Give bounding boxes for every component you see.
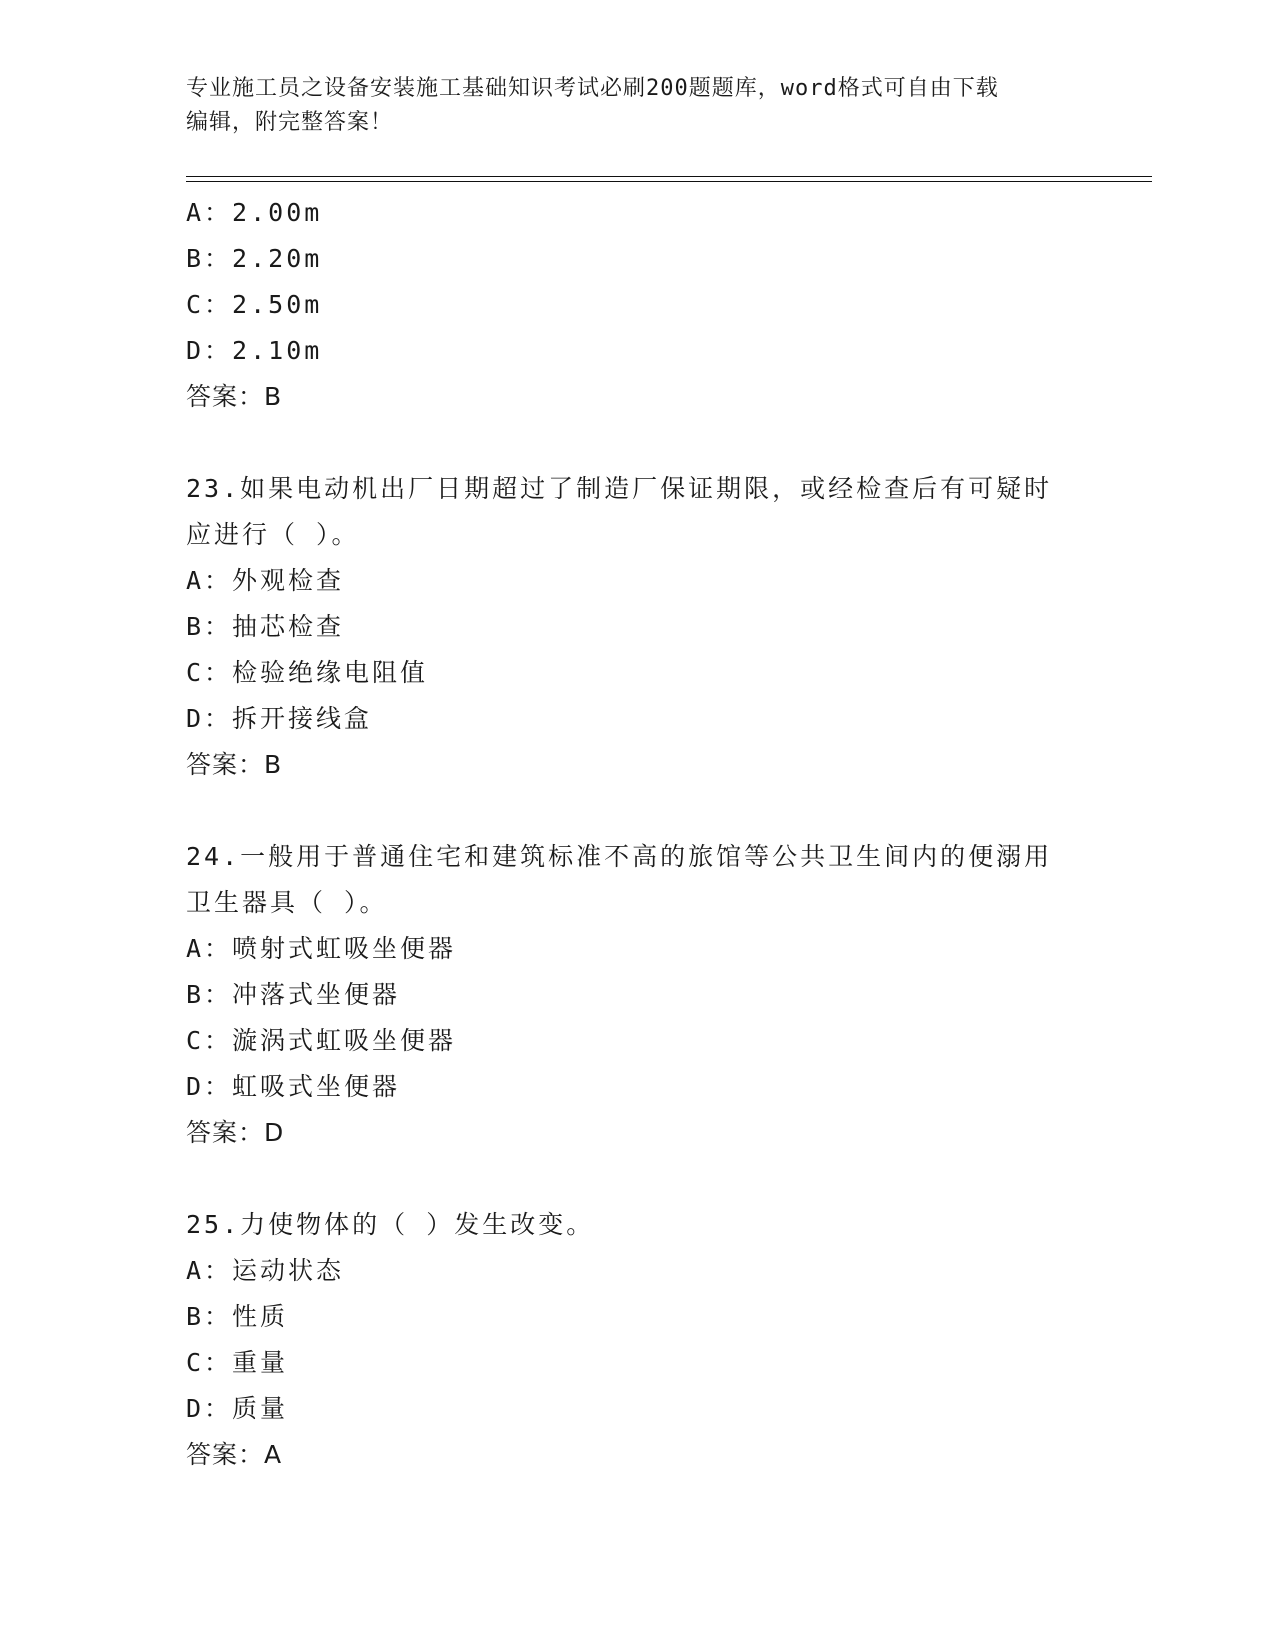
question-text-line-1: 24.一般用于普通住宅和建筑标准不高的旅馆等公共卫生间内的便溺用 [186, 842, 1053, 871]
question-24 [186, 834, 1086, 1156]
header-line-2: 编辑，附完整答案！ [186, 110, 394, 135]
option-d: D：拆开接线盒 [186, 704, 373, 733]
question-25 [186, 1202, 1086, 1478]
option-c: C：2.50m [186, 290, 323, 319]
answer-line: 答案：D [186, 1118, 285, 1147]
option-b: B：性质 [186, 1302, 289, 1331]
option-b: B：冲落式坐便器 [186, 980, 401, 1009]
spacer [186, 1156, 1086, 1202]
question-text-line-1: 23.如果电动机出厂日期超过了制造厂保证期限，或经检查后有可疑时 [186, 474, 1053, 503]
option-a: A：外观检查 [186, 566, 345, 595]
spacer [186, 788, 1086, 834]
question-list [186, 190, 1086, 1478]
header-divider-top [186, 176, 1152, 177]
header-divider-bottom [186, 181, 1152, 182]
option-c: C：检验绝缘电阻值 [186, 658, 429, 687]
option-d: D：虹吸式坐便器 [186, 1072, 401, 1101]
option-b: B：2.20m [186, 244, 323, 273]
document-header [186, 72, 1066, 140]
option-d: D：质量 [186, 1394, 289, 1423]
answer-line: 答案：A [186, 1440, 283, 1469]
option-a: A：2.00m [186, 198, 323, 227]
spacer [186, 420, 1086, 466]
option-c: C：漩涡式虹吸坐便器 [186, 1026, 457, 1055]
option-b: B：抽芯检查 [186, 612, 345, 641]
question-text-line-1: 25.力使物体的（ ）发生改变。 [186, 1210, 595, 1239]
question-text-line-2: 应进行（ ）。 [186, 520, 360, 549]
answer-line: 答案：B [186, 750, 283, 779]
option-a: A：喷射式虹吸坐便器 [186, 934, 457, 963]
question-22 [186, 190, 1086, 420]
header-line-1: 专业施工员之设备安装施工基础知识考试必刷200题题库，word格式可自由下载 [186, 76, 999, 101]
option-c: C：重量 [186, 1348, 289, 1377]
option-d: D：2.10m [186, 336, 323, 365]
option-a: A：运动状态 [186, 1256, 345, 1285]
answer-line: 答案：B [186, 382, 283, 411]
question-text-line-2: 卫生器具（ ）。 [186, 888, 388, 917]
question-23 [186, 466, 1086, 788]
